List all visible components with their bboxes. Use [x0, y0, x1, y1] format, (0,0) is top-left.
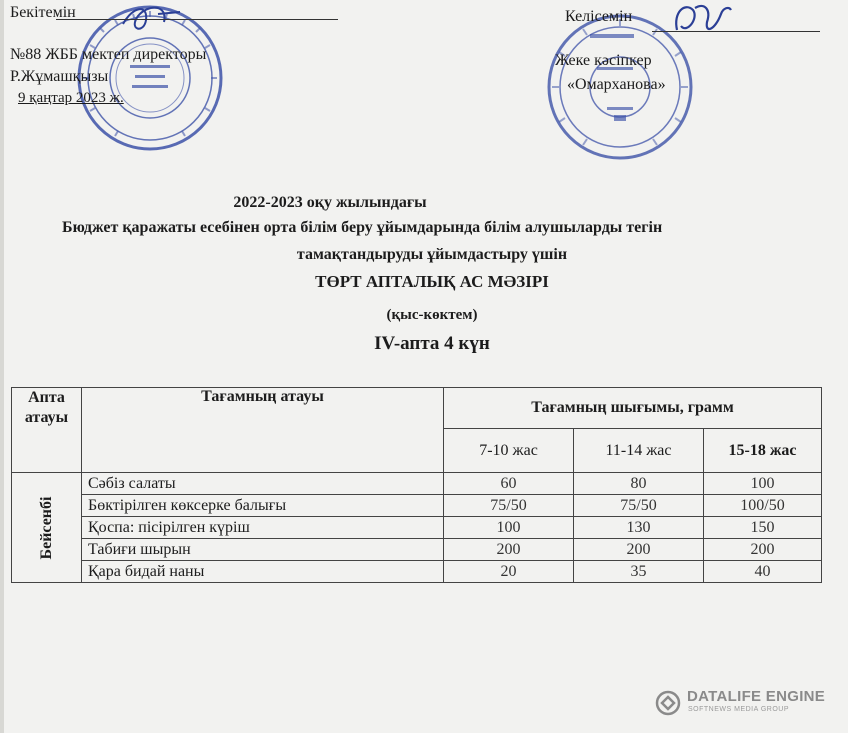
table-row [12, 495, 822, 517]
yield-value: 100/50 [704, 495, 822, 517]
budget-heading: Бюджет қаражаты есебінен орта білім беру ұйымдарында білім алушыларды тегін [62, 219, 663, 236]
page-edge [0, 0, 4, 733]
entrepreneur-signature [665, 0, 735, 46]
approval-signature-line [56, 19, 338, 20]
table-row [12, 561, 822, 583]
agreement-signature-line [652, 31, 820, 32]
age-column-header: 11-14 жас [574, 429, 704, 473]
yield-value: 75/50 [574, 495, 704, 517]
watermark-subtitle: SOFTNEWS MEDIA GROUP [688, 706, 790, 713]
approval-date: 9 қаңтар 2023 ж. [18, 90, 124, 106]
table-row [12, 539, 822, 561]
datalife-watermark [655, 688, 835, 718]
agreement-position: Жеке кәсіпкер [555, 52, 652, 69]
menu-table [11, 387, 822, 583]
dish-name-column-header: Тағамның атауы [82, 388, 444, 473]
agreement-person: «Омарханова» [567, 76, 666, 93]
approval-position: №88 ЖББ мектеп директоры [10, 46, 207, 63]
approval-title: Бекітемін [10, 4, 76, 21]
yield-value: 200 [704, 539, 822, 561]
dish-name: Сәбіз салаты [82, 473, 444, 495]
approval-person: Р.Жұмашқызы [10, 68, 109, 85]
age-column-header: 7-10 жас [444, 429, 574, 473]
yield-value: 150 [704, 517, 822, 539]
director-signature [118, 0, 188, 40]
yield-value: 100 [704, 473, 822, 495]
yield-column-header: Тағамның шығымы, грамм [444, 388, 822, 429]
dish-name: Қоспа: пісірілген күріш [82, 517, 444, 539]
yield-value: 35 [574, 561, 704, 583]
datalife-logo-icon [655, 690, 681, 716]
age-column-header: 15-18 жас [704, 429, 822, 473]
yield-value: 200 [444, 539, 574, 561]
season-subtitle: (қыс-көктем) [386, 307, 478, 323]
yield-value: 20 [444, 561, 574, 583]
yield-value: 200 [574, 539, 704, 561]
agreement-title: Келісемін [565, 8, 633, 25]
day-label: Бейсенбі [37, 496, 55, 559]
yield-value: 60 [444, 473, 574, 495]
yield-value: 80 [574, 473, 704, 495]
dish-name: Бөктірілген көксерке балығы [82, 495, 444, 517]
dish-name: Табиғи шырын [82, 539, 444, 561]
watermark-name: DATALIFE ENGINE [687, 688, 826, 705]
yield-value: 40 [704, 561, 822, 583]
yield-value: 75/50 [444, 495, 574, 517]
table-row [12, 473, 822, 495]
week-day-heading: IV-апта 4 күн [374, 333, 490, 354]
day-cell [12, 473, 82, 583]
organize-heading: тамақтандыруды ұйымдастыру үшін [296, 246, 568, 263]
yield-value: 130 [574, 517, 704, 539]
table-row [12, 517, 822, 539]
academic-year-heading: 2022-2023 оқу жылындағы [233, 194, 427, 211]
week-column-header: Апта атауы [12, 388, 82, 473]
menu-title: ТӨРТ АПТАЛЫҚ АС МӘЗІРІ [315, 272, 549, 291]
dish-name: Қара бидай наны [82, 561, 444, 583]
yield-value: 100 [444, 517, 574, 539]
